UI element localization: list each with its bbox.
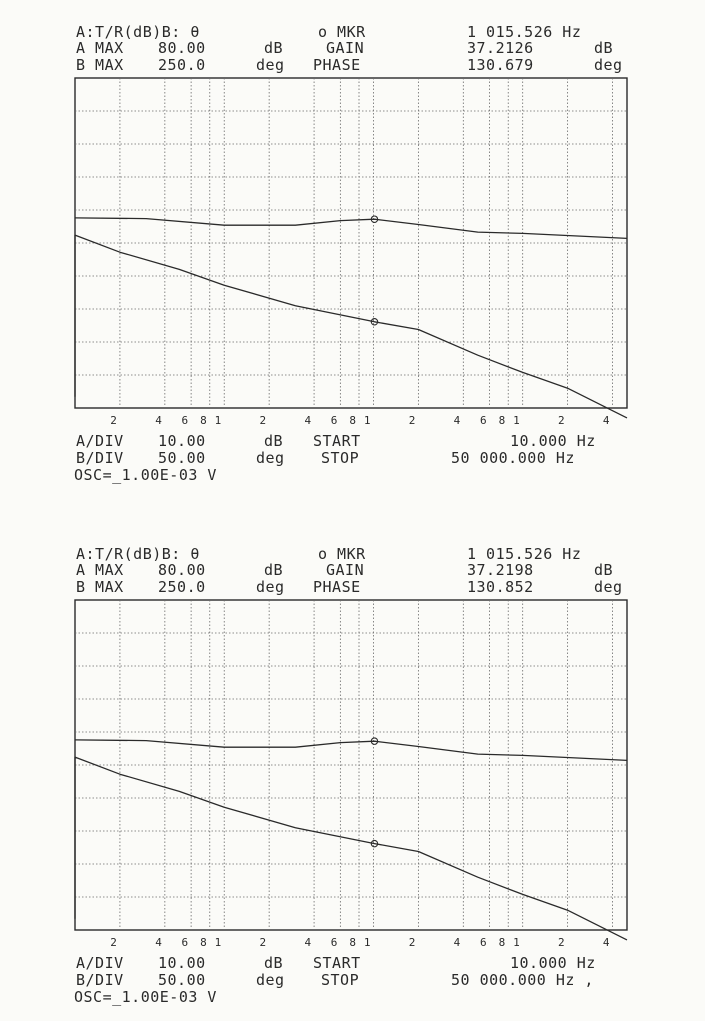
gain-label: GAIN: [326, 39, 365, 57]
phase-value: 130.852: [467, 578, 534, 596]
bode-plot-2: [73, 598, 629, 952]
a-max-label: A MAX: [76, 561, 124, 579]
gain-trace: [75, 218, 627, 239]
x-tick-label: 8: [200, 936, 207, 949]
b-div-label: B/DIV: [76, 449, 124, 467]
phase-trace: [75, 235, 627, 418]
x-tick-label: 4: [602, 936, 610, 949]
b-max-value: 250.0: [158, 578, 206, 596]
marker-label: o MKR: [318, 23, 366, 41]
start-value: 10.000 Hz: [510, 954, 596, 972]
start-label: START: [313, 432, 361, 450]
a-div-unit: dB: [264, 954, 284, 972]
x-tick-label: 2: [259, 936, 267, 949]
b-div-label: B/DIV: [76, 971, 124, 989]
marker-label: o MKR: [318, 545, 366, 563]
start-label: START: [313, 954, 361, 972]
x-tick-label: 4: [155, 936, 162, 949]
x-tick-label: 1: [214, 414, 222, 427]
b-max-label: B MAX: [76, 56, 124, 74]
osc-level: OSC=_1.00E-03 V: [74, 988, 217, 1006]
a-max-label: A MAX: [76, 39, 124, 57]
stop-label: STOP: [321, 971, 360, 989]
bode-plot-svg: [73, 598, 629, 952]
marker-frequency: 1 015.526 Hz: [467, 545, 582, 563]
a-div-value: 10.00: [158, 432, 206, 450]
x-tick-label: 2: [259, 414, 267, 427]
stop-value: 50 000.000 Hz ,: [451, 971, 594, 989]
stop-value: 50 000.000 Hz: [451, 449, 575, 467]
b-max-label: B MAX: [76, 578, 124, 596]
x-tick-label: 4: [602, 414, 610, 427]
b-div-unit: deg: [256, 971, 285, 989]
b-div-unit: deg: [256, 449, 285, 467]
b-max-unit: deg: [256, 56, 285, 74]
gain-value: 37.2126: [467, 39, 534, 57]
x-tick-label: 8: [349, 936, 356, 949]
start-value: 10.000 Hz: [510, 432, 596, 450]
x-tick-label: 2: [110, 936, 117, 949]
a-div-label: A/DIV: [76, 954, 124, 972]
x-tick-label: 6: [479, 936, 487, 949]
x-tick-label: 2: [110, 414, 117, 427]
mode-label: A:T/R(dB)B: θ: [76, 545, 200, 563]
x-tick-label: 1: [363, 936, 371, 949]
gain-unit: dB: [594, 39, 614, 57]
gain-trace: [75, 740, 627, 761]
a-max-unit: dB: [264, 39, 284, 57]
x-tick-label: 4: [304, 414, 312, 427]
a-div-unit: dB: [264, 432, 284, 450]
a-max-value: 80.00: [158, 39, 206, 57]
x-tick-label: 1: [363, 414, 371, 427]
x-tick-label: 8: [349, 414, 356, 427]
x-tick-label: 8: [498, 936, 506, 949]
stop-label: STOP: [321, 449, 360, 467]
mode-label: A:T/R(dB)B: θ: [76, 23, 200, 41]
x-tick-label: 6: [181, 936, 189, 949]
x-tick-label: 8: [498, 414, 506, 427]
gain-unit: dB: [594, 561, 614, 579]
x-tick-label: 4: [304, 936, 312, 949]
x-tick-label: 1: [214, 936, 222, 949]
x-tick-label: 8: [200, 414, 207, 427]
phase-label: PHASE: [313, 578, 361, 596]
b-max-unit: deg: [256, 578, 285, 596]
gain-label: GAIN: [326, 561, 365, 579]
x-tick-label: 4: [453, 414, 461, 427]
a-div-value: 10.00: [158, 954, 206, 972]
bode-plot-1: [73, 76, 629, 430]
x-tick-label: 2: [408, 936, 416, 949]
x-tick-label: 1: [513, 936, 520, 949]
a-max-unit: dB: [264, 561, 284, 579]
phase-trace: [75, 757, 627, 940]
phase-unit: deg: [594, 578, 623, 596]
x-tick-label: 6: [330, 414, 338, 427]
osc-level: OSC=_1.00E-03 V: [74, 466, 217, 484]
phase-unit: deg: [594, 56, 623, 74]
x-tick-label: 6: [479, 414, 487, 427]
b-max-value: 250.0: [158, 56, 206, 74]
x-tick-label: 2: [557, 936, 565, 949]
phase-label: PHASE: [313, 56, 361, 74]
b-div-value: 50.00: [158, 971, 206, 989]
marker-frequency: 1 015.526 Hz: [467, 23, 582, 41]
bode-plot-svg: [73, 76, 629, 430]
x-tick-label: 2: [557, 414, 565, 427]
x-tick-label: 6: [330, 936, 338, 949]
a-div-label: A/DIV: [76, 432, 124, 450]
x-tick-label: 4: [155, 414, 162, 427]
x-tick-label: 6: [181, 414, 189, 427]
b-div-value: 50.00: [158, 449, 206, 467]
a-max-value: 80.00: [158, 561, 206, 579]
phase-value: 130.679: [467, 56, 534, 74]
gain-value: 37.2198: [467, 561, 534, 579]
x-tick-label: 4: [453, 936, 461, 949]
x-tick-label: 1: [513, 414, 520, 427]
x-tick-label: 2: [408, 414, 416, 427]
